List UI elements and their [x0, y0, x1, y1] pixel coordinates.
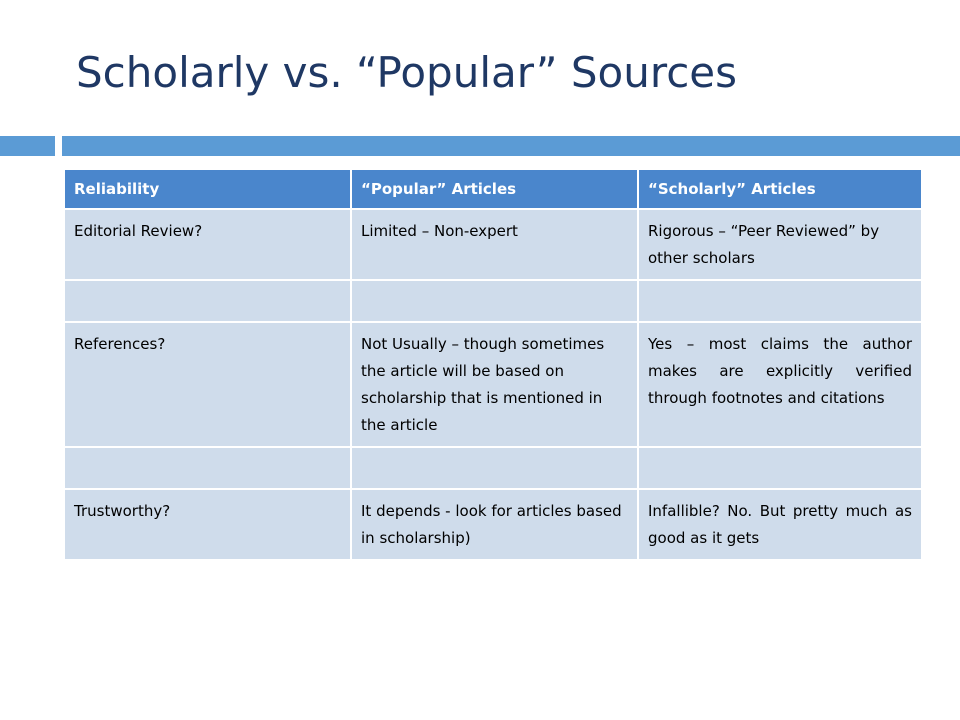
cell-criterion: Trustworthy?	[64, 489, 351, 560]
cell-popular: Not Usually – though sometimes the article will be based on scholarship that is mentioned in the article	[351, 322, 638, 447]
cell-criterion: References?	[64, 322, 351, 447]
cell-scholarly: Infallible? No. But pretty much as good as it gets	[638, 489, 922, 560]
header-reliability: Reliability	[64, 169, 351, 209]
accent-block	[0, 136, 55, 156]
comparison-table	[63, 168, 923, 561]
cell-scholarly	[638, 447, 922, 489]
cell-popular: It depends - look for articles based in scholarship)	[351, 489, 638, 560]
cell-scholarly	[638, 280, 922, 322]
table-row	[64, 489, 922, 560]
cell-popular: Limited – Non-expert	[351, 209, 638, 280]
table-row	[64, 209, 922, 280]
table-row-empty	[64, 280, 922, 322]
cell-criterion	[64, 280, 351, 322]
header-scholarly-articles: “Scholarly” Articles	[638, 169, 922, 209]
cell-criterion: Editorial Review?	[64, 209, 351, 280]
header-popular-articles: “Popular” Articles	[351, 169, 638, 209]
slide-title: Scholarly vs. “Popular” Sources	[76, 48, 738, 97]
cell-popular	[351, 280, 638, 322]
cell-criterion	[64, 447, 351, 489]
table-row-empty	[64, 447, 922, 489]
table-row	[64, 322, 922, 447]
cell-scholarly: Rigorous – “Peer Reviewed” by other scholars	[638, 209, 922, 280]
cell-popular	[351, 447, 638, 489]
cell-scholarly: Yes – most claims the author makes are explicitly verified through footnotes and citations	[638, 322, 922, 447]
table-header-row	[64, 169, 922, 209]
accent-bar	[62, 136, 960, 156]
